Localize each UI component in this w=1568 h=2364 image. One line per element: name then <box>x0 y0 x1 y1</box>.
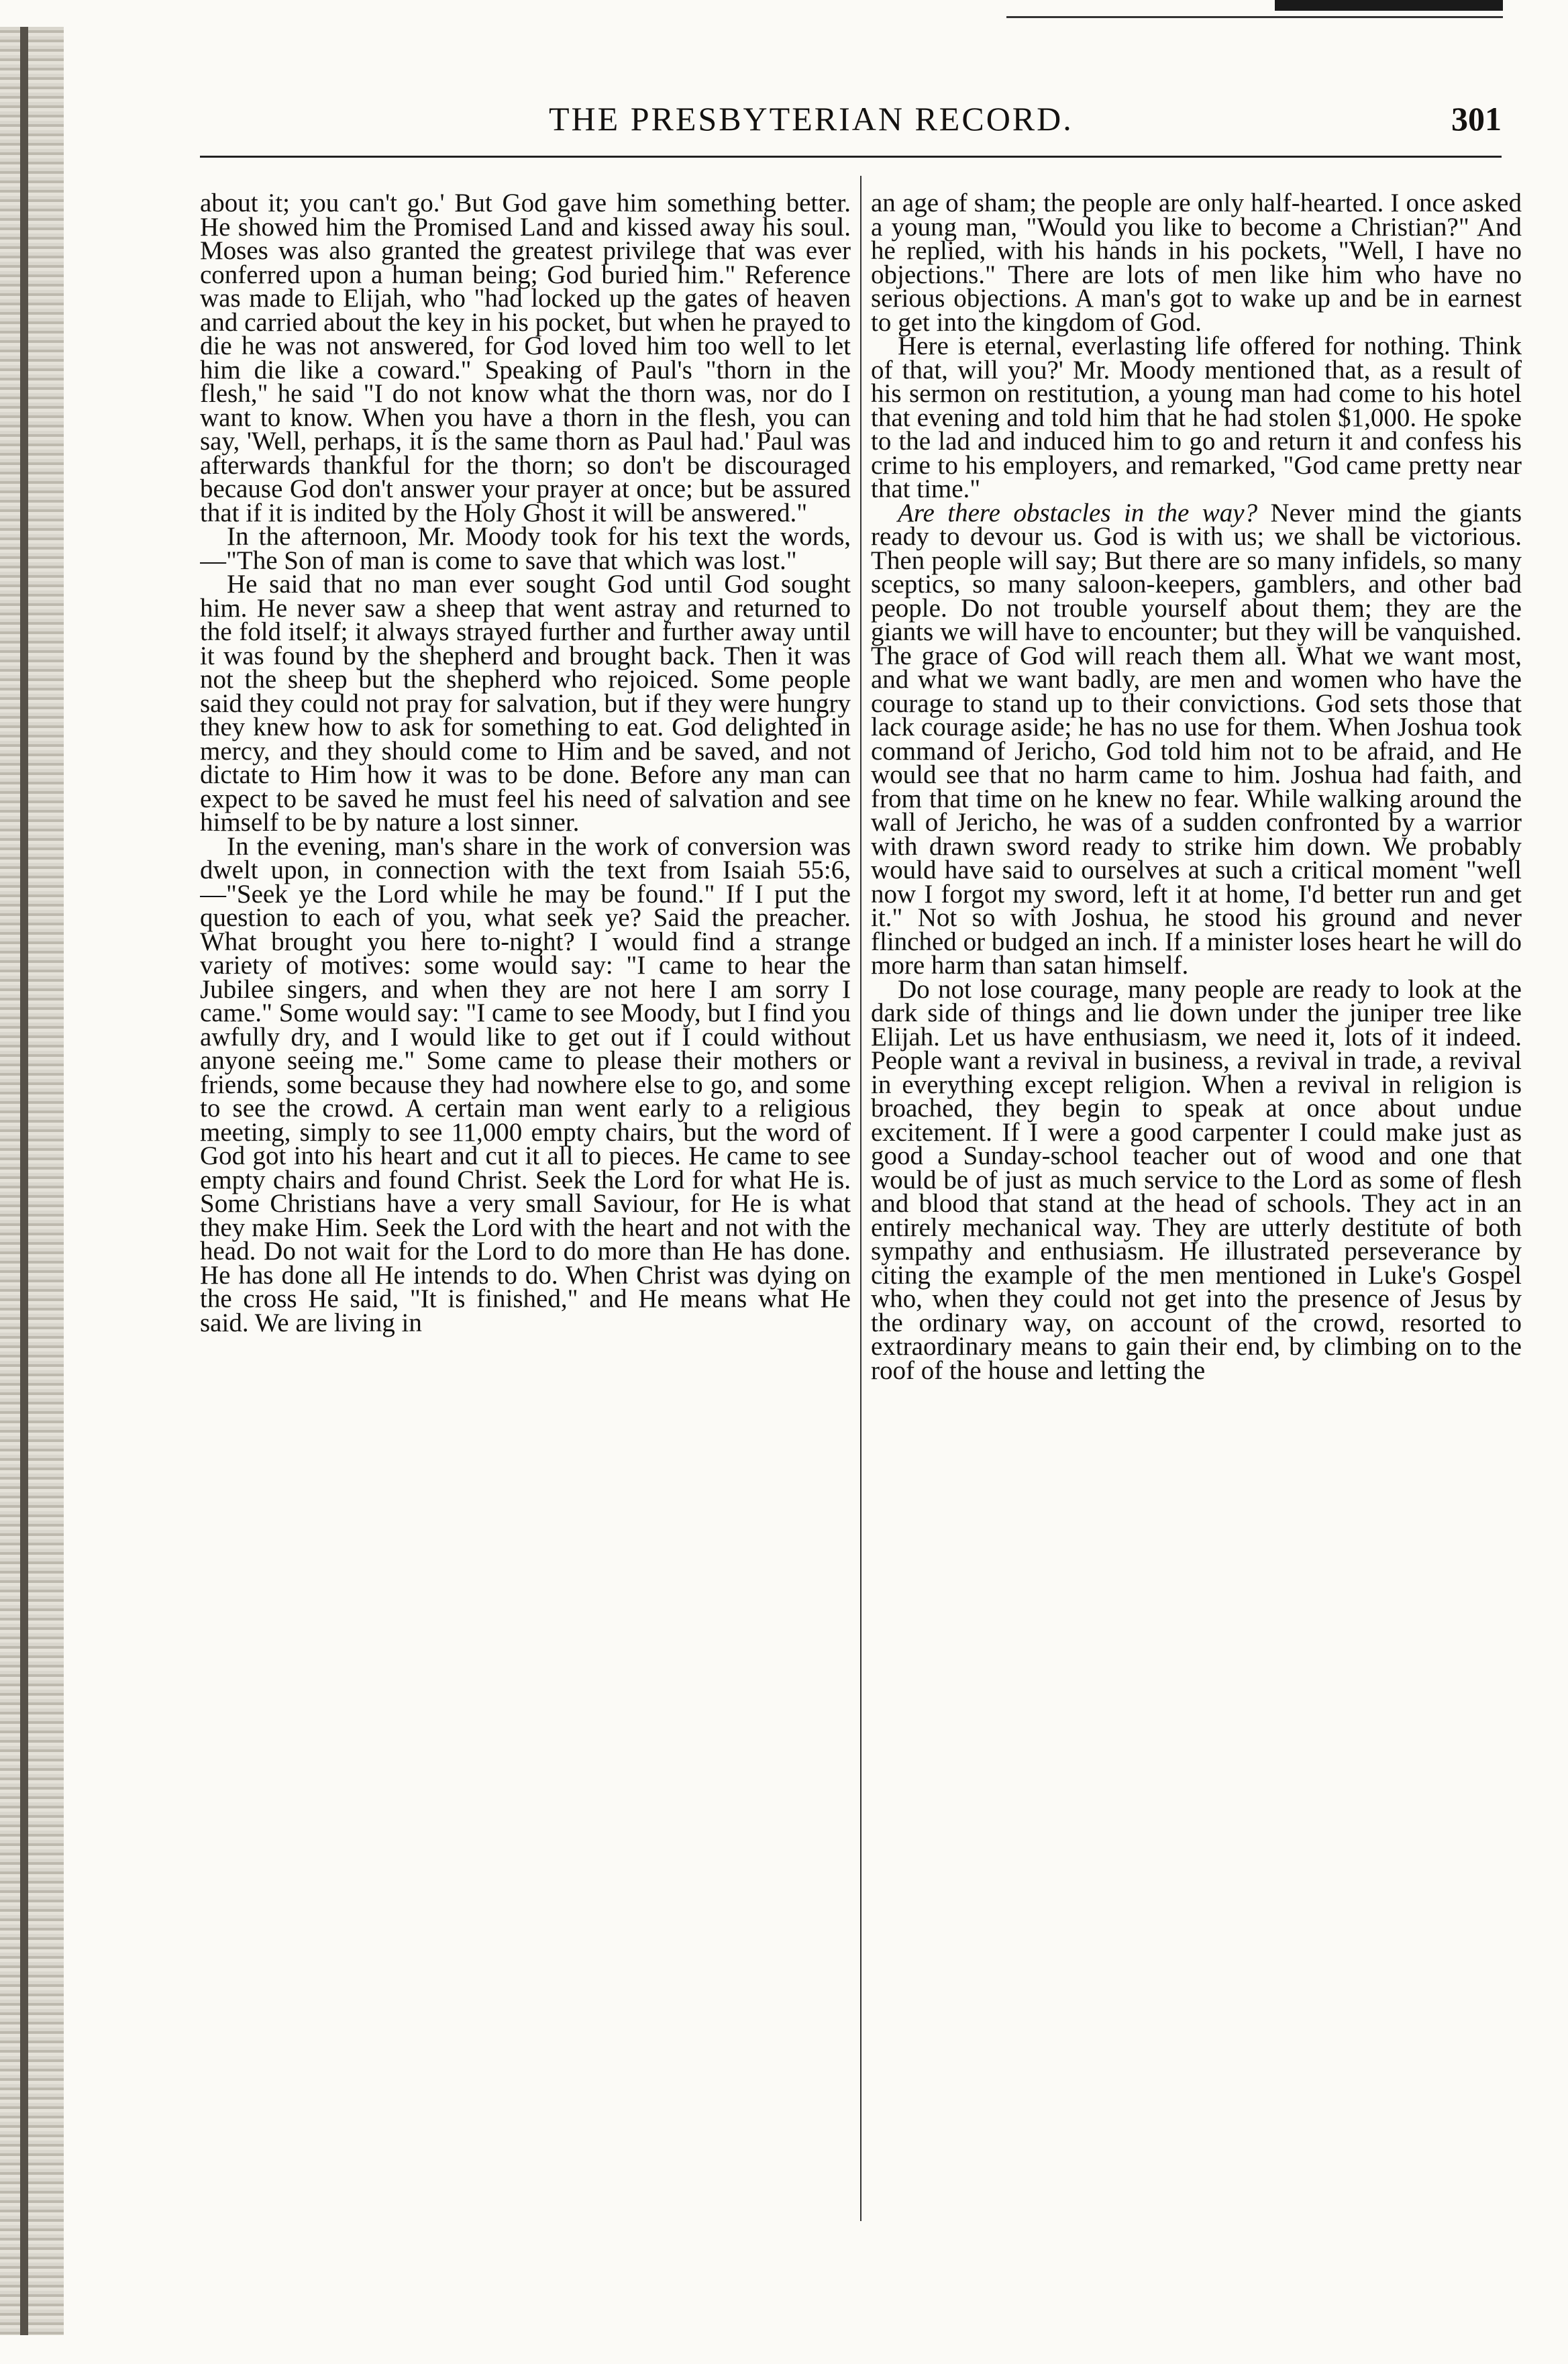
right-column <box>871 191 1522 2245</box>
running-title: THE PRESBYTERIAN RECORD. <box>549 100 1074 138</box>
left-column <box>200 191 851 2245</box>
right-paragraph-4: Do not lose courage, many people are ready to look at the dark side of things and lie down under the juniper tree like Elijah. Let us have enthusiasm, we need it, lots of it indeed. People want a revival in business, a revival in trade, a revival in everything except religion. When a revival in religion is broached, they begin to speak at once about undue excitement. If I were a good carpenter I could make just as good a Sunday-school teacher out of wood and one that would be of just as much service to the Lord as some of flesh and blood that stand at the head of schools. They act in an entirely mechanical way. They are utterly destitute of both sympathy and enthusiasm. He illustrated perseverance by citing the example of the men mentioned in Luke's Gospel who, when they could not get into the presence of Jesus by the ordinary way, on account of the crowd, resorted to extraordinary means to gain their end, by climbing on to the roof of the house and letting the <box>871 974 1522 1385</box>
header-rule <box>200 156 1502 158</box>
left-paragraph-2: In the afternoon, Mr. Moody took for his text the words,—"The Son of man is come to save that which was lost." <box>200 522 851 575</box>
top-rule-thick <box>1275 0 1503 11</box>
right-paragraph-3 <box>871 498 1522 980</box>
right-paragraph-1: an age of sham; the people are only half-hearted. I once asked a young man, "Would you like to become a Christian?" And he replied, with his hands in his pockets, "Well, I have no objections." There are lots of men like him who have no serious objections. A man's got to wake up and be in earnest to get into the kingdom of God. <box>871 191 1522 337</box>
left-paragraph-1: about it; you can't go.' But God gave him something better. He showed him the Promised Land and kissed away his soul. Moses was also granted the greatest privilege that was ever conferred upon a human being; God buried him." Reference was made to Elijah, who "had locked up the gates of heaven and carried about the key in his pocket, but when he prayed to die he was not answered, for God loved him too well to let him die like a coward." Speaking of Paul's "thorn in the flesh," he said "I do not know what the thorn was, nor do I want to know. When you have a thorn in the flesh, you can say, 'Well, perhaps, it is the same thorn as Paul had.' Paul was afterwards thankful for the thorn; so don't be discouraged because God don't answer your prayer at once; but be assured that if it is indited by the Holy Ghost it will be answered." <box>200 191 851 527</box>
top-rule-thin <box>1006 16 1503 18</box>
right-paragraph-2: Here is eternal, everlasting life offered for nothing. Think of that, will you?' Mr. Moody mentioned that, as a result of his sermon on restitution, a young man had come to his hotel that evening and told him that he had stolen $1,000. He spoke to the lad and induced him to go and return it and confess his crime to his employers, and remarked, "God came pretty near that time." <box>871 331 1522 503</box>
binding-shadow <box>20 27 28 2335</box>
column-divider <box>860 176 861 2221</box>
left-paragraph-3: He said that no man ever sought God until God sought him. He never saw a sheep that went astray and returned to the fold itself; it always strayed further and further away until it was found by the shepherd and brought back. Then it was not the sheep but the shepherd who rejoiced. Some people said they could not pray for salvation, but if they were hungry they knew how to ask for something to eat. God delighted in mercy, and they should come to Him and be saved, and not dictate to Him how it was to be done. Before any man can expect to be saved he must feel his need of salvation and see himself to be by nature a lost sinner. <box>200 570 851 837</box>
page-header <box>200 99 1502 153</box>
left-paragraph-4: In the evening, man's share in the work of conversion was dwelt upon, in connection with the text from Isaiah 55:6,—"Seek ye the Lord while he may be found." If I put the question to each of you, what seek ye? Said the preacher. What brought you here to-night? I would find a strange variety of motives: some would say: "I came to hear the Jubilee singers, and when they are not here I am sorry I came." Some would say: "I came to see Moody, but I find you awfully dry, and I would like to get out if I could without anyone seeing me." Some came to please their mothers or friends, some because they had nowhere else to go, and some to see the crowd. A certain man went early to a religious meeting, simply to see 11,000 empty chairs, but the word of God got into his heart and cut it all to pieces. He came to see empty chairs and found Christ. Seek the Lord for what He is. Some Christians have a very small Saviour, for He is what they make Him. Seek the Lord with the heart and not with the head. Do not wait for the Lord to do more than He has done. He has done all He intends to do. When Christ was dying on the cross He said, "It is finished," and He means what He said. We are living in <box>200 831 851 1337</box>
page-number: 301 <box>1451 100 1502 138</box>
binding-edge <box>0 27 64 2335</box>
italic-heading: Are there obstacles in the way? <box>898 498 1258 527</box>
right-paragraph-3-body: Never mind the giants ready to devour us. God is with us; we shall be victorious. Then people will say; But there are so many infidels, so many sceptics, so many saloon-keepers, gamblers, and other bad people. Do not trouble yourself about them; they are the giants we will have to encounter; but they will be vanquished. The grace of God will reach them all. What we want most, and what we want badly, are men and women who have the courage to stand up to their convictions. God sets those that lack courage aside; he has no use for them. When Joshua took command of Jericho, God told him not to be afraid, and He would see that no harm came to him. Joshua had faith, and from that time on he knew no fear. While walking around the wall of Jericho, he was of a sudden confronted by a warrior with drawn sword ready to strike him down. We probably would have said to ourselves at such a critical moment "well now I forgot my sword, left it at home, I'd better run and get it." Not so with Joshua, he stood his ground and never flinched or budged an inch. If a minister loses heart he will do more harm than satan himself. <box>871 498 1522 980</box>
